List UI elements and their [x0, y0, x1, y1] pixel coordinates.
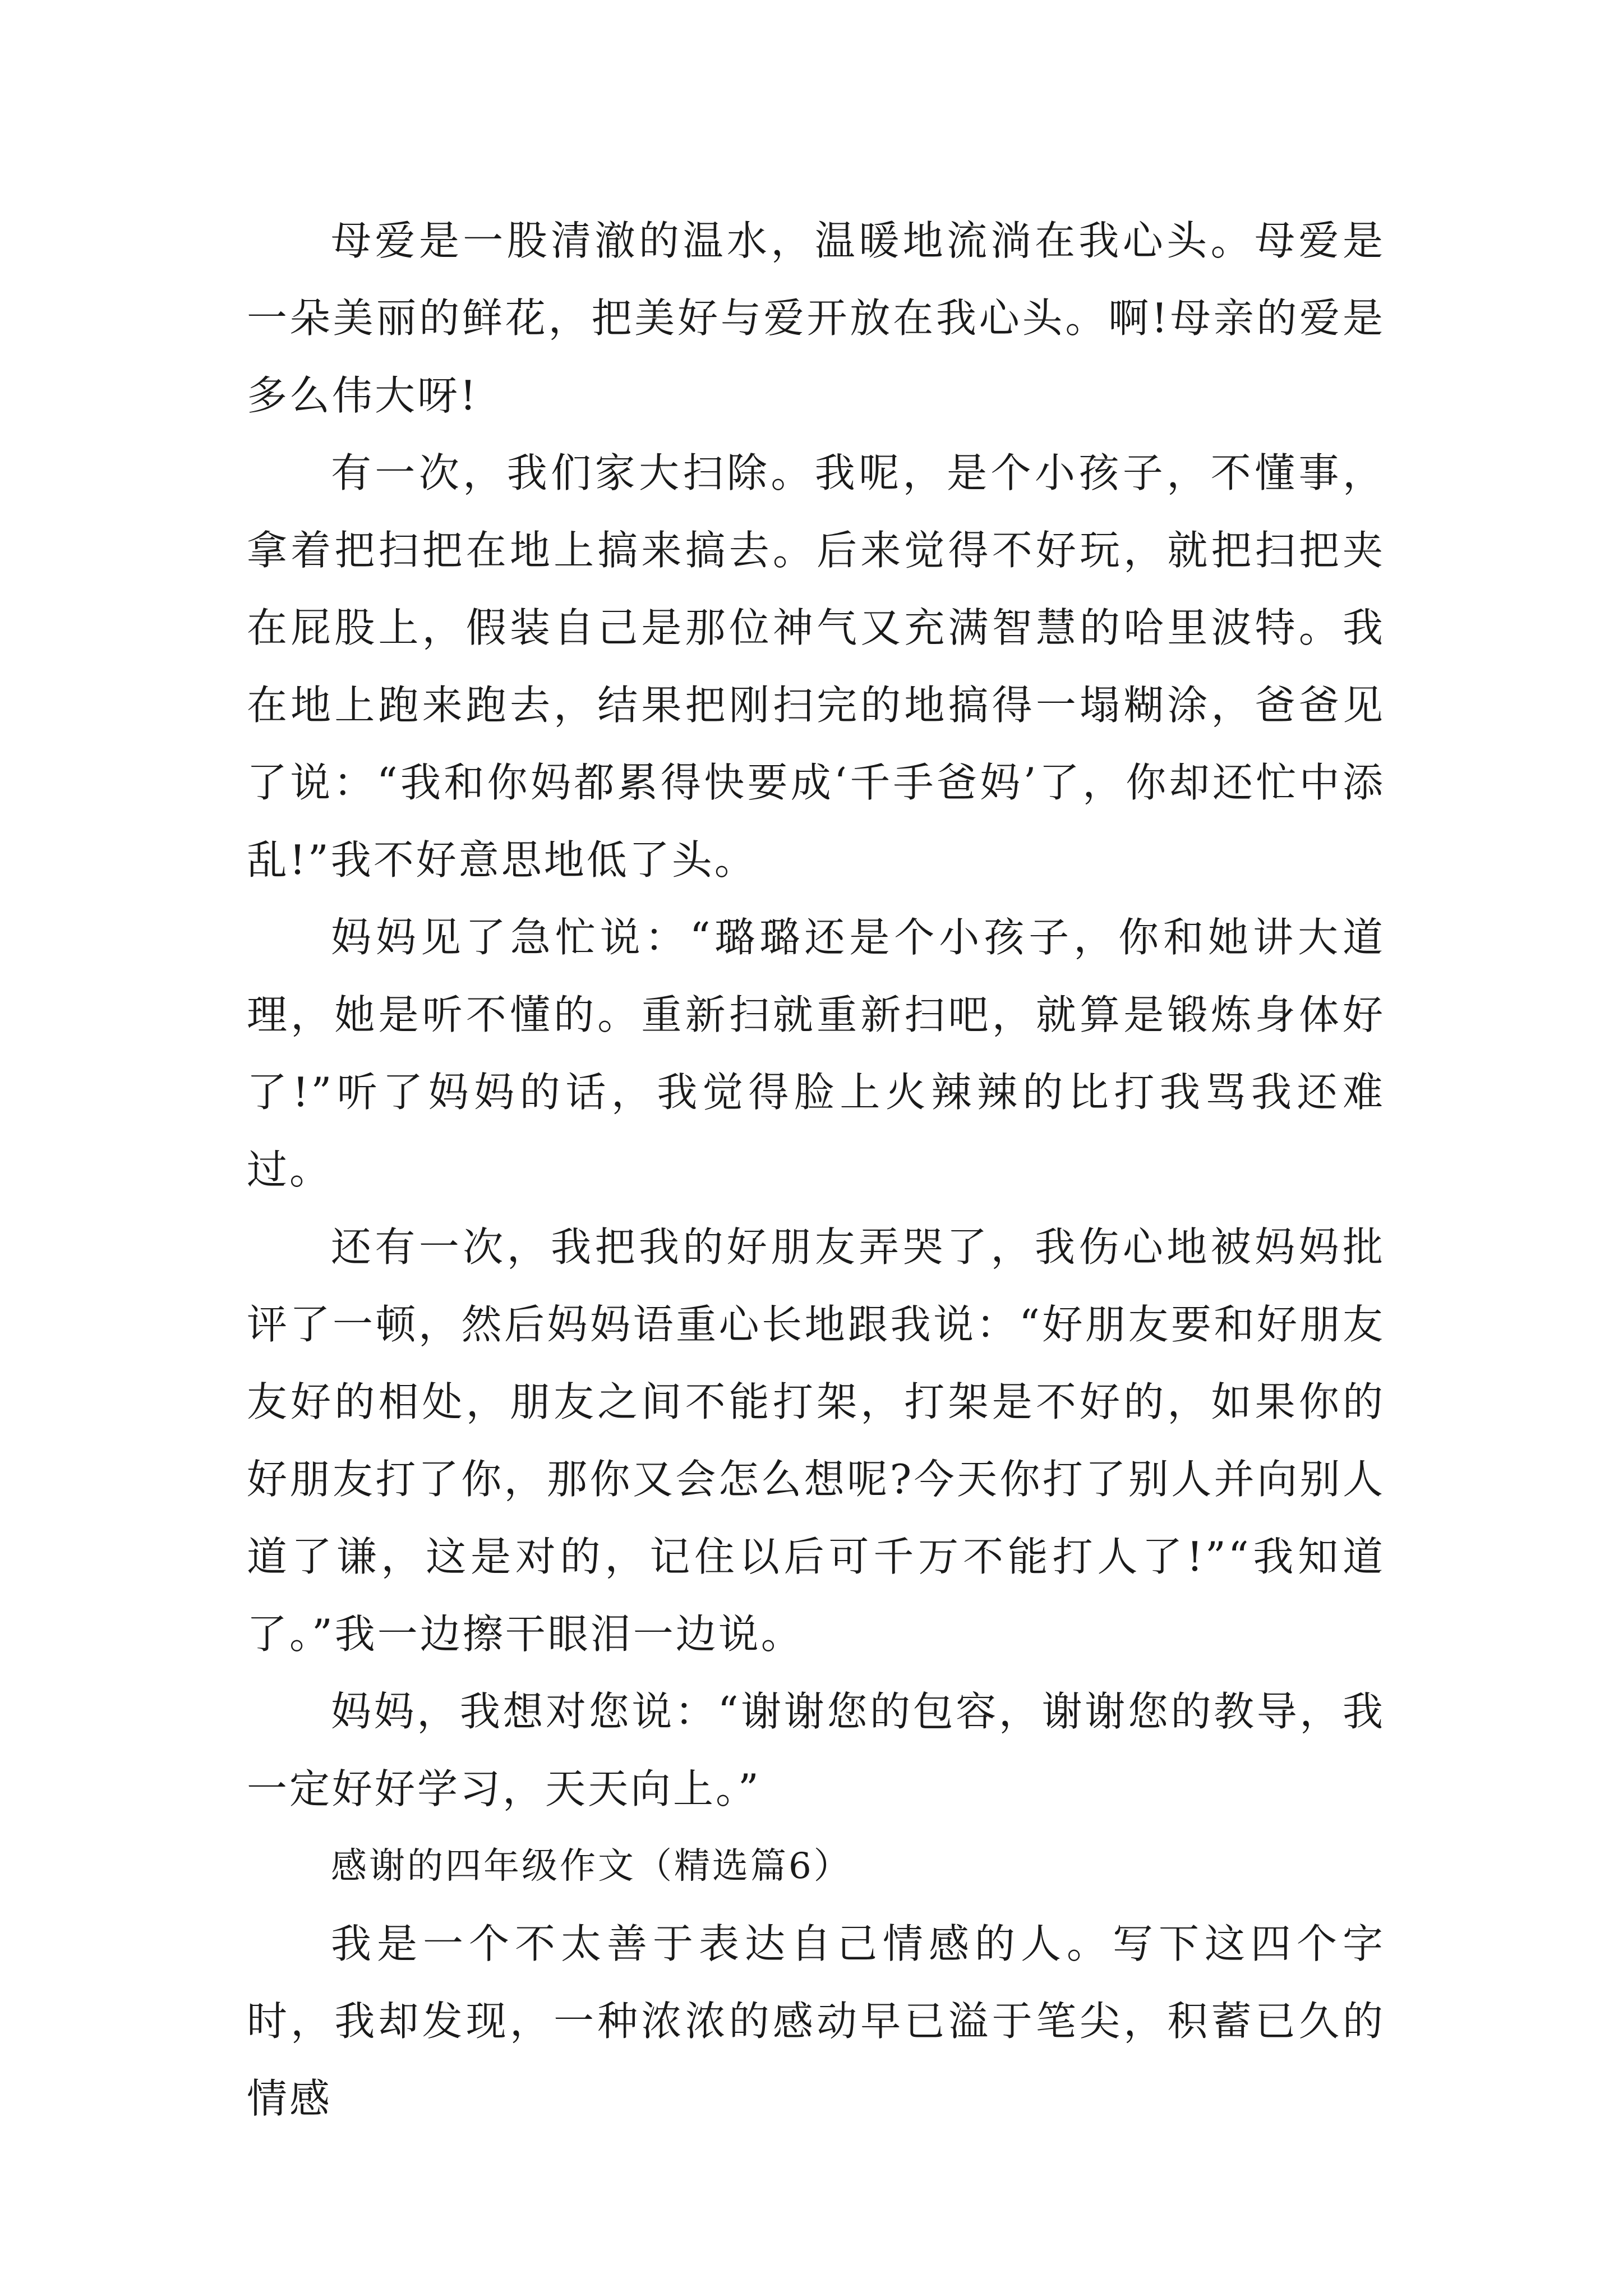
- paragraph-2: 有一次，我们家大扫除。我呢，是个小孩子，不懂事，拿着把扫把在地上搞来搞去。后来觉得不好玩，就把扫把夹在屁股上，假装自己是那位神气又充满智慧的哈里波特。我在地上跑来跑去，结果把刚扫完的地搞得一塌糊涂，爸爸见了说：“我和你妈都累得快要成‘千手爸妈’了，你却还忙中添乱!”我不好意思地低了头。: [247, 449, 1385, 884]
- paragraph-1: 母爱是一股清澈的温水，温暖地流淌在我心头。母爱是一朵美丽的鲜花，把美好与爱开放在我心头。啊!母亲的爱是多么伟大呀!: [247, 217, 1385, 419]
- paragraph-6: 我是一个不太善于表达自己情感的人。写下这四个字时，我却发现，一种浓浓的感动早已溢于笔尖，积蓄已久的情感: [247, 1920, 1385, 2122]
- section-heading: 感谢的四年级作文（精选篇6）: [331, 1846, 852, 1887]
- paragraph-5: 妈妈，我想对您说：“谢谢您的包容，谢谢您的教导，我一定好好学习，天天向上。”: [247, 1688, 1385, 1812]
- document-body: [247, 202, 1385, 2137]
- paragraph-4: 还有一次，我把我的好朋友弄哭了，我伤心地被妈妈批评了一顿，然后妈妈语重心长地跟我说：“好朋友要和好朋友友好的相处，朋友之间不能打架，打架是不好的，如果你的好朋友打了你，那你又会怎么想呢?今天你打了别人并向别人道了谦，这是对的，记住以后可千万不能打人了!”“我知道了。”我一边擦干眼泪一边说。: [247, 1223, 1385, 1658]
- paragraph-3: 妈妈见了急忙说：“璐璐还是个小孩子，你和她讲大道理，她是听不懂的。重新扫就重新扫吧，就算是锻炼身体好了!”听了妈妈的话，我觉得脸上火辣辣的比打我骂我还难过。: [247, 914, 1385, 1193]
